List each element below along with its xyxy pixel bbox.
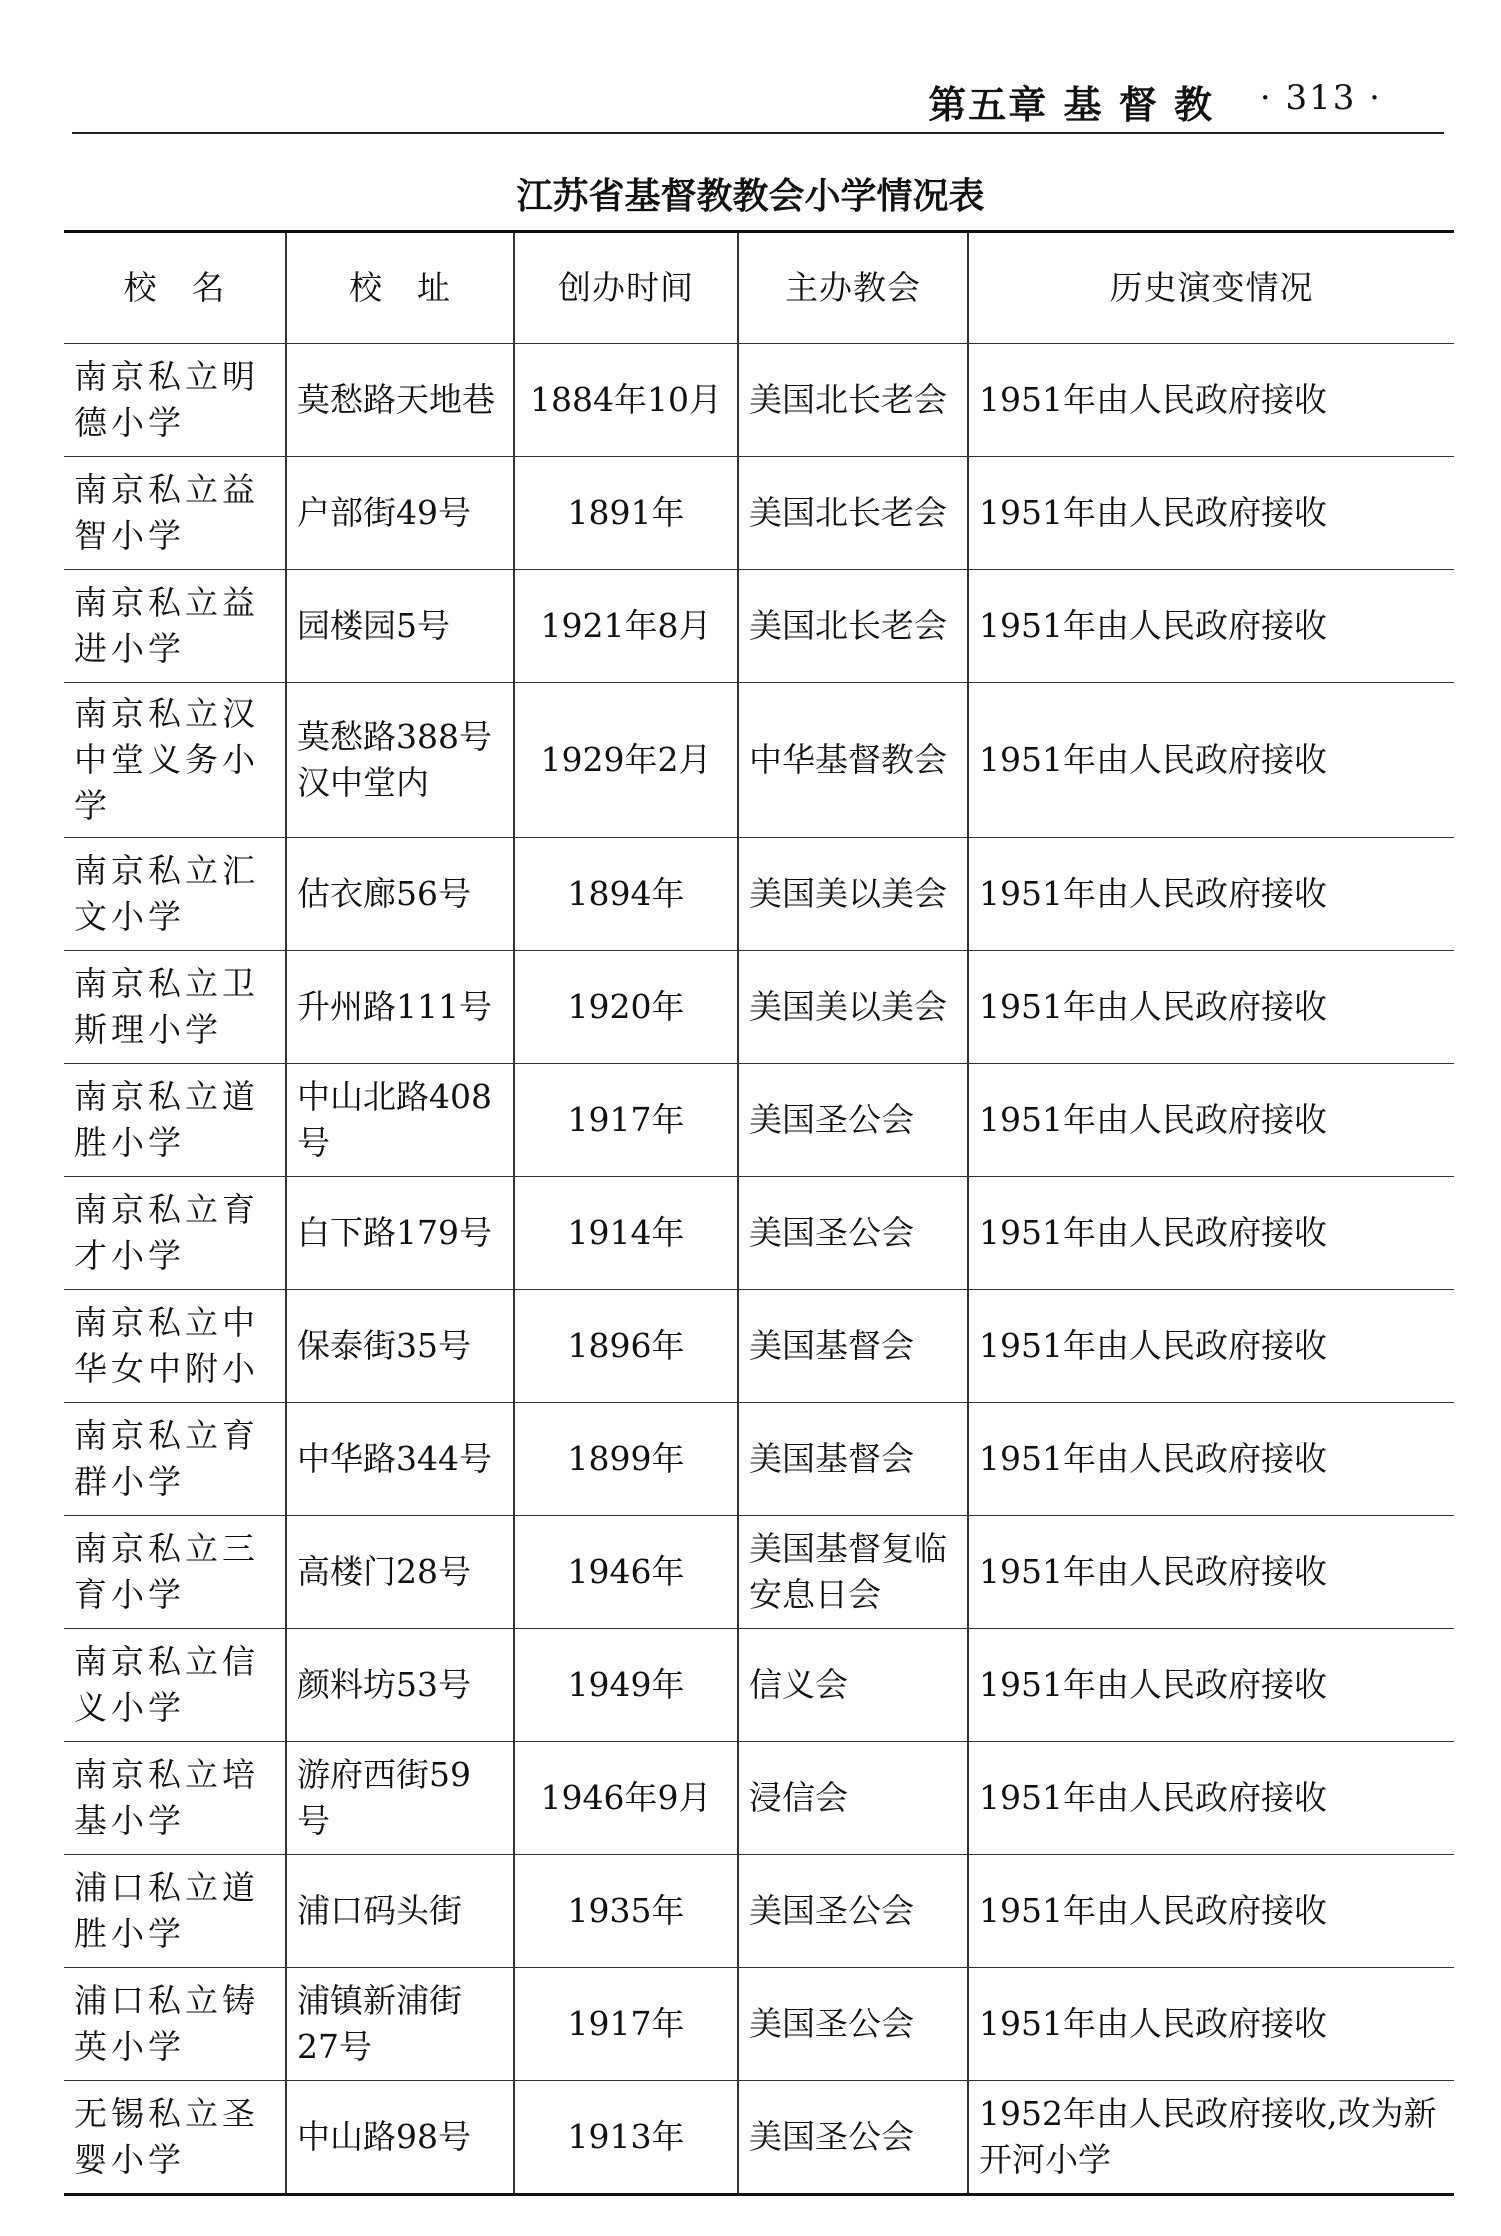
address-cell: 浦镇新浦街27号 bbox=[286, 1968, 514, 2081]
church-cell: 美国北长老会 bbox=[738, 344, 968, 457]
founded-cell: 1884年10月 bbox=[514, 344, 738, 457]
table-row bbox=[64, 457, 1454, 570]
founded-cell: 1921年8月 bbox=[514, 570, 738, 683]
church-cell: 美国基督复临安息日会 bbox=[738, 1516, 968, 1629]
schools-table bbox=[64, 230, 1454, 2196]
school-name-cell: 南京私立三育小学 bbox=[64, 1516, 286, 1629]
table-header-row bbox=[64, 232, 1454, 344]
history-cell: 1951年由人民政府接收 bbox=[968, 1968, 1454, 2081]
school-name-cell: 南京私立道胜小学 bbox=[64, 1064, 286, 1177]
table-row bbox=[64, 1968, 1454, 2081]
school-name-cell: 浦口私立道胜小学 bbox=[64, 1855, 286, 1968]
church-cell: 浸信会 bbox=[738, 1742, 968, 1855]
table-row bbox=[64, 1855, 1454, 1968]
address-cell: 中山路98号 bbox=[286, 2081, 514, 2195]
table-row bbox=[64, 1629, 1454, 1742]
column-header-address: 校 址 bbox=[286, 232, 514, 344]
history-cell: 1951年由人民政府接收 bbox=[968, 1064, 1454, 1177]
address-cell: 园楼园5号 bbox=[286, 570, 514, 683]
address-cell: 户部街49号 bbox=[286, 457, 514, 570]
address-cell: 估衣廊56号 bbox=[286, 838, 514, 951]
table-row bbox=[64, 1516, 1454, 1629]
column-header-church: 主办教会 bbox=[738, 232, 968, 344]
history-cell: 1951年由人民政府接收 bbox=[968, 457, 1454, 570]
church-cell: 美国北长老会 bbox=[738, 457, 968, 570]
school-name-cell: 无锡私立圣婴小学 bbox=[64, 2081, 286, 2195]
school-name-cell: 南京私立育才小学 bbox=[64, 1177, 286, 1290]
church-cell: 美国圣公会 bbox=[738, 1855, 968, 1968]
founded-cell: 1946年9月 bbox=[514, 1742, 738, 1855]
history-cell: 1951年由人民政府接收 bbox=[968, 838, 1454, 951]
school-name-cell: 南京私立汇文小学 bbox=[64, 838, 286, 951]
founded-cell: 1891年 bbox=[514, 457, 738, 570]
school-name-cell: 南京私立培基小学 bbox=[64, 1742, 286, 1855]
history-cell: 1951年由人民政府接收 bbox=[968, 1629, 1454, 1742]
founded-cell: 1929年2月 bbox=[514, 683, 738, 838]
church-cell: 美国圣公会 bbox=[738, 1968, 968, 2081]
founded-cell: 1917年 bbox=[514, 1064, 738, 1177]
history-cell: 1951年由人民政府接收 bbox=[968, 1177, 1454, 1290]
church-cell: 美国美以美会 bbox=[738, 951, 968, 1064]
history-cell: 1951年由人民政府接收 bbox=[968, 1403, 1454, 1516]
history-cell: 1951年由人民政府接收 bbox=[968, 1516, 1454, 1629]
history-cell: 1951年由人民政府接收 bbox=[968, 951, 1454, 1064]
history-cell: 1951年由人民政府接收 bbox=[968, 570, 1454, 683]
table-body bbox=[64, 344, 1454, 2195]
address-cell: 升州路111号 bbox=[286, 951, 514, 1064]
table-row bbox=[64, 951, 1454, 1064]
church-cell: 美国圣公会 bbox=[738, 1064, 968, 1177]
table-row bbox=[64, 344, 1454, 457]
founded-cell: 1913年 bbox=[514, 2081, 738, 2195]
address-cell: 颜料坊53号 bbox=[286, 1629, 514, 1742]
church-cell: 美国北长老会 bbox=[738, 570, 968, 683]
church-cell: 中华基督教会 bbox=[738, 683, 968, 838]
history-cell: 1951年由人民政府接收 bbox=[968, 1742, 1454, 1855]
chapter-title: 第五章 基 督 教 bbox=[928, 83, 1214, 127]
founded-cell: 1899年 bbox=[514, 1403, 738, 1516]
history-cell: 1951年由人民政府接收 bbox=[968, 683, 1454, 838]
school-name-cell: 南京私立明德小学 bbox=[64, 344, 286, 457]
church-cell: 美国圣公会 bbox=[738, 2081, 968, 2195]
table-row bbox=[64, 570, 1454, 683]
table-row bbox=[64, 1064, 1454, 1177]
table-row bbox=[64, 1177, 1454, 1290]
church-cell: 美国基督会 bbox=[738, 1290, 968, 1403]
table-title: 江苏省基督教教会小学情况表 bbox=[516, 176, 985, 217]
founded-cell: 1896年 bbox=[514, 1290, 738, 1403]
school-name-cell: 南京私立汉中堂义务小学 bbox=[64, 683, 286, 838]
history-cell: 1952年由人民政府接收,改为新开河小学 bbox=[968, 2081, 1454, 2195]
address-cell: 浦口码头街 bbox=[286, 1855, 514, 1968]
school-name-cell: 南京私立信义小学 bbox=[64, 1629, 286, 1742]
address-cell: 白下路179号 bbox=[286, 1177, 514, 1290]
history-cell: 1951年由人民政府接收 bbox=[968, 1290, 1454, 1403]
column-header-founded: 创办时间 bbox=[514, 232, 738, 344]
church-cell: 信义会 bbox=[738, 1629, 968, 1742]
address-cell: 中华路344号 bbox=[286, 1403, 514, 1516]
table-row bbox=[64, 1742, 1454, 1855]
column-header-name: 校 名 bbox=[64, 232, 286, 344]
school-name-cell: 南京私立育群小学 bbox=[64, 1403, 286, 1516]
address-cell: 莫愁路天地巷 bbox=[286, 344, 514, 457]
school-name-cell: 南京私立益进小学 bbox=[64, 570, 286, 683]
school-name-cell: 南京私立中华女中附小 bbox=[64, 1290, 286, 1403]
address-cell: 游府西街59号 bbox=[286, 1742, 514, 1855]
history-cell: 1951年由人民政府接收 bbox=[968, 1855, 1454, 1968]
table-row bbox=[64, 1403, 1454, 1516]
table-row bbox=[64, 838, 1454, 951]
church-cell: 美国基督会 bbox=[738, 1403, 968, 1516]
founded-cell: 1894年 bbox=[514, 838, 738, 951]
school-name-cell: 浦口私立铸英小学 bbox=[64, 1968, 286, 2081]
address-cell: 保泰街35号 bbox=[286, 1290, 514, 1403]
founded-cell: 1914年 bbox=[514, 1177, 738, 1290]
table-row bbox=[64, 2081, 1454, 2195]
founded-cell: 1920年 bbox=[514, 951, 738, 1064]
founded-cell: 1917年 bbox=[514, 1968, 738, 2081]
page-number: · 313 · bbox=[1259, 78, 1382, 118]
school-name-cell: 南京私立卫斯理小学 bbox=[64, 951, 286, 1064]
address-cell: 莫愁路388号汉中堂内 bbox=[286, 683, 514, 838]
church-cell: 美国美以美会 bbox=[738, 838, 968, 951]
history-cell: 1951年由人民政府接收 bbox=[968, 344, 1454, 457]
column-header-history: 历史演变情况 bbox=[968, 232, 1454, 344]
school-name-cell: 南京私立益智小学 bbox=[64, 457, 286, 570]
founded-cell: 1946年 bbox=[514, 1516, 738, 1629]
founded-cell: 1949年 bbox=[514, 1629, 738, 1742]
address-cell: 中山北路408号 bbox=[286, 1064, 514, 1177]
founded-cell: 1935年 bbox=[514, 1855, 738, 1968]
table-row bbox=[64, 683, 1454, 838]
table-row bbox=[64, 1290, 1454, 1403]
church-cell: 美国圣公会 bbox=[738, 1177, 968, 1290]
address-cell: 高楼门28号 bbox=[286, 1516, 514, 1629]
page-header bbox=[72, 40, 1444, 134]
